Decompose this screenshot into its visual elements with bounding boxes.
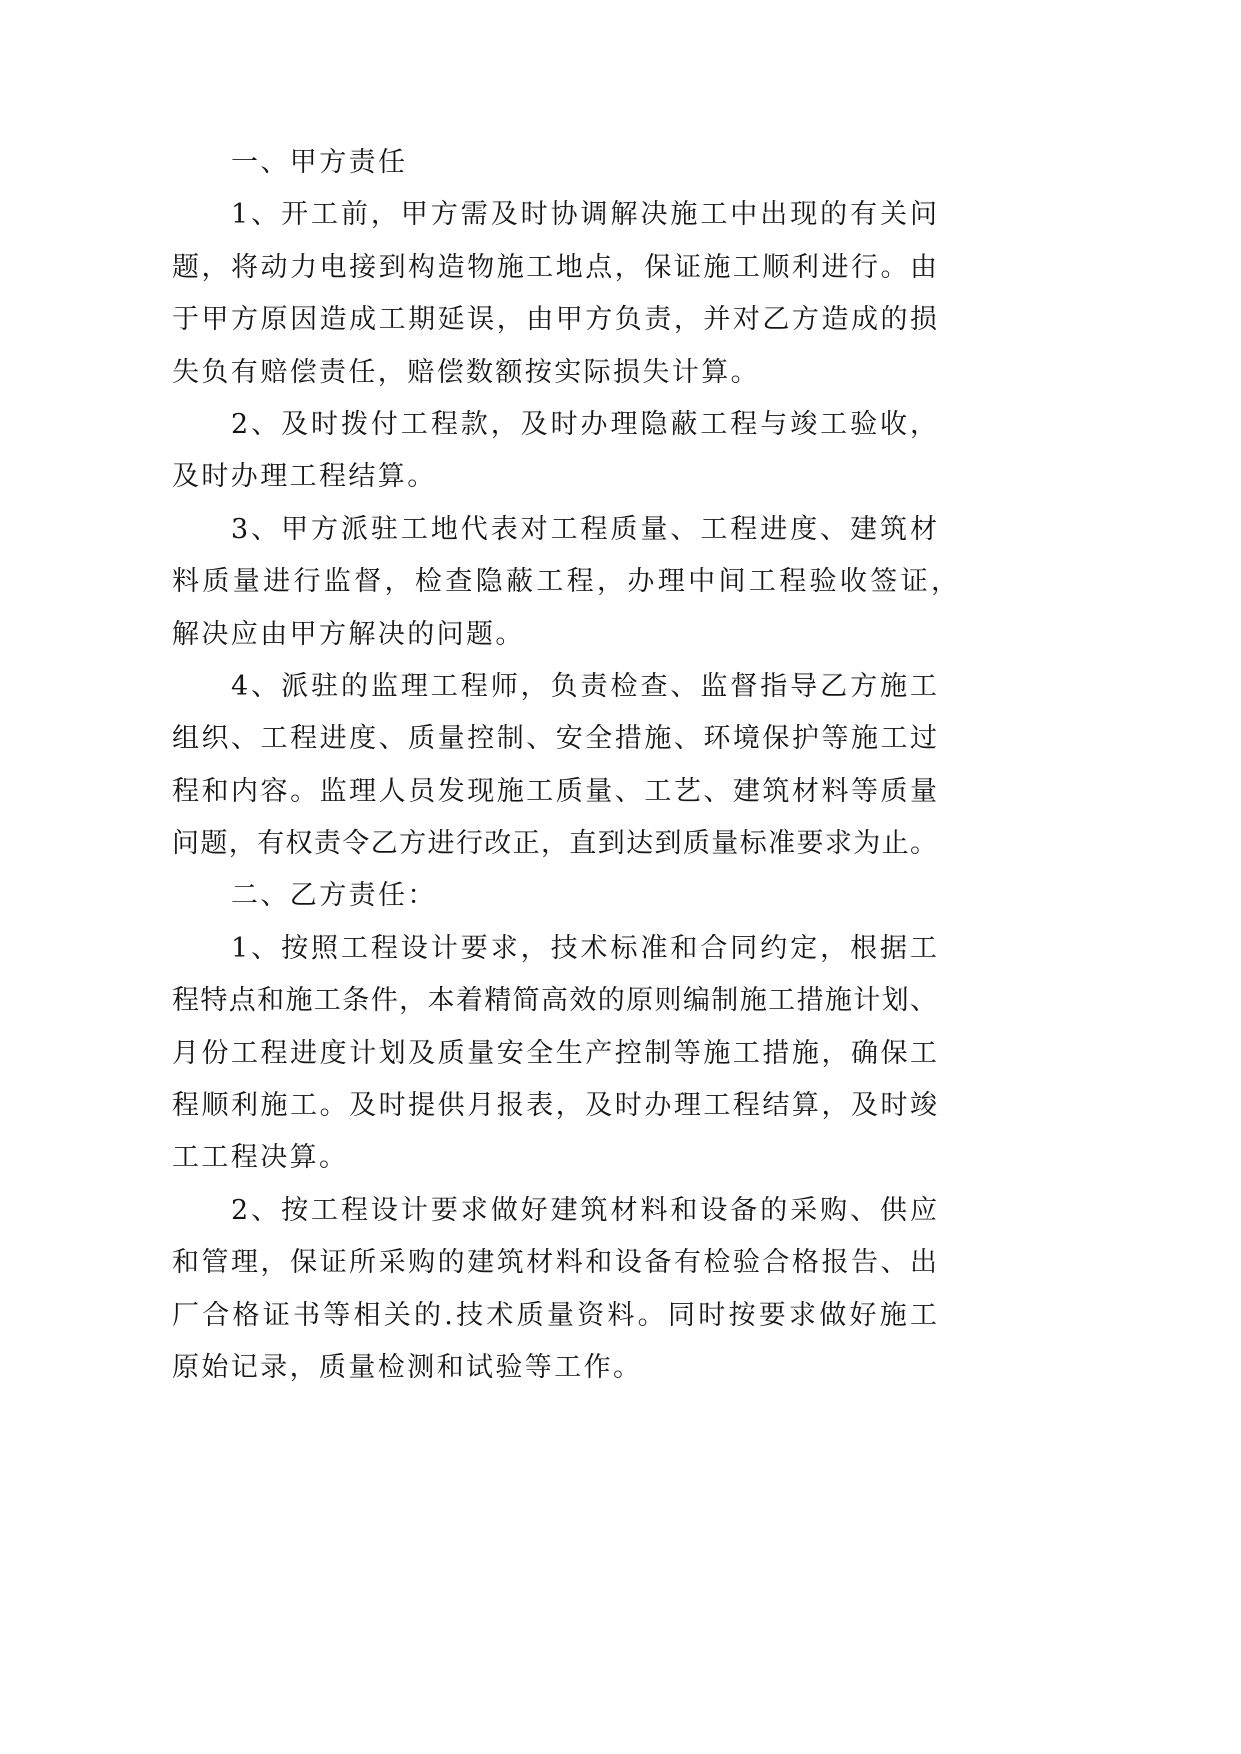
text-line: 程顺利施工。及时提供月报表，及时办理工程结算，及时竣: [172, 1090, 937, 1122]
text-line: 和管理，保证所采购的建筑材料和设备有检验合格报告、出: [172, 1247, 937, 1279]
party-a-clause-3: [172, 504, 992, 661]
text-line: 原始记录，质量检测和试验等工作。: [172, 1351, 643, 1383]
text-line: 程和内容。监理人员发现施工质量、工艺、建筑材料等质量: [172, 775, 937, 807]
text-line: 1、按照工程设计要求，技术标准和合同约定，根据工: [231, 932, 937, 964]
party-a-clause-2: [172, 399, 992, 504]
party-a-clause-1: [172, 189, 992, 399]
document-body: [172, 137, 992, 1394]
text-line: 解决应由甲方解决的问题。: [172, 618, 525, 650]
text-line: 3、甲方派驻工地代表对工程质量、工程进度、建筑材: [231, 513, 937, 545]
party-b-clause-1: [172, 923, 992, 1185]
text-line: 组织、工程进度、质量控制、安全措施、环境保护等施工过: [172, 723, 937, 755]
text-line: 2、按工程设计要求做好建筑材料和设备的采购、供应: [231, 1194, 937, 1226]
text-line: 2、及时拨付工程款，及时办理隐蔽工程与竣工验收，: [231, 408, 937, 440]
text-line: 失负有赔偿责任，赔偿数额按实际损失计算。: [172, 356, 760, 388]
text-line: 及时办理工程结算。: [172, 461, 437, 493]
section-heading: 一、甲方责任: [231, 147, 408, 178]
heading-party-b-responsibilities: [172, 870, 992, 922]
text-line: 题，将动力电接到构造物施工地点，保证施工顺利进行。由: [172, 251, 937, 283]
text-line: 程特点和施工条件，本着精简高效的原则编制施工措施计划、: [172, 985, 937, 1017]
text-line: 问题，有权责令乙方进行改正，直到达到质量标准要求为止。: [172, 828, 937, 860]
section-heading: 二、乙方责任：: [231, 880, 437, 912]
text-line: 1、开工前，甲方需及时协调解决施工中出现的有关问: [231, 199, 937, 231]
party-a-clause-4: [172, 661, 992, 871]
text-line: 料质量进行监督，检查隐蔽工程，办理中间工程验收签证，: [172, 566, 958, 598]
text-line: 厂合格证书等相关的.技术质量资料。同时按要求做好施工: [172, 1299, 937, 1331]
party-b-clause-2: [172, 1185, 992, 1395]
text-line: 于甲方原因造成工期延误，由甲方负责，并对乙方造成的损: [172, 304, 937, 336]
text-line: 工工程决算。: [172, 1142, 349, 1174]
heading-party-a-responsibilities: [172, 137, 992, 189]
text-line: 4、派驻的监理工程师，负责检查、监督指导乙方施工: [231, 670, 937, 702]
text-line: 月份工程进度计划及质量安全生产控制等施工措施，确保工: [172, 1037, 937, 1069]
